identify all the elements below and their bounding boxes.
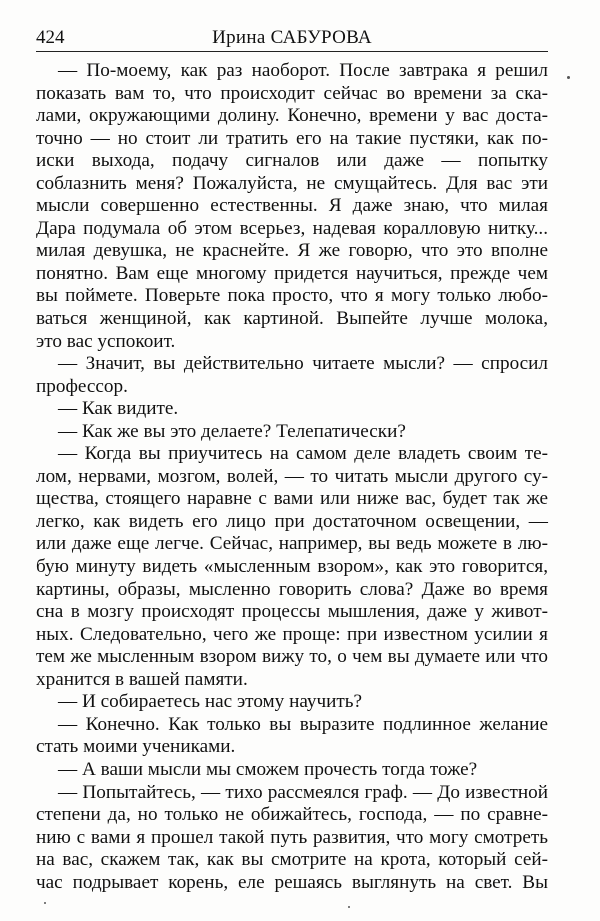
text-line: сна в мозгу происходят процессы мышления, даже у живот- [36, 601, 548, 623]
text-line: понятно. Вам еще многому придется научиться, прежде чем [36, 262, 548, 284]
text-line: щества, стоящего наравне с вами или ниже вас, будет так же [36, 488, 548, 510]
text-line: это вас успокоит. [36, 330, 176, 352]
text-line: нию с вами я прошел такой путь развития, что могу смотреть [36, 826, 548, 848]
scan-speck [44, 902, 46, 904]
text-line: — Как видите. [58, 398, 179, 420]
text-line: стать моими учениками. [36, 736, 236, 758]
text-line: показать вам то, что происходит сейчас во времени за ска- [36, 82, 548, 104]
text-line: милая девушка, не краснейте. Я же говорю, что это вполне [36, 240, 548, 262]
text-line: — А ваши мысли мы сможем прочесть тогда тоже? [58, 758, 478, 780]
text-line: лами, окружающими долину. Конечно, времени у вас доста- [36, 105, 548, 127]
body-text [36, 60, 548, 894]
text-line: — Когда вы приучитесь на самом деле владеть своим те- [58, 443, 548, 465]
text-line: на вас, скажем так, как вы смотрите на крота, который сей- [36, 849, 548, 871]
text-line: хранится в вашей памяти. [36, 668, 248, 690]
text-line: час подрывает корень, еле решаясь выглянуть на свет. Вы [36, 871, 548, 893]
page-number: 424 [36, 27, 65, 48]
text-line: — Значит, вы действительно читаете мысли? — спросил [58, 353, 548, 375]
text-line: соблазнить меня? Пожалуйста, не смущайтесь. Для вас эти [36, 172, 548, 194]
text-line: мысли совершенно естественны. Я даже знаю, что милая [36, 195, 548, 217]
text-line: картины, образы, мысленно говорить слова? Даже во время [36, 578, 548, 600]
text-line: легко, как видеть его лицо при достаточном освещении, — [36, 510, 548, 532]
text-line: точно — но стоит ли тратить его на такие пустяки, как по- [36, 127, 548, 149]
text-line: — По-моему, как раз наоборот. После завтрака я решил [58, 60, 548, 81]
text-line: иски выхода, подачу сигналов или даже — попытку [36, 150, 548, 172]
text-line: лом, нервами, мозгом, волей, — то читать мысли другого су- [36, 465, 548, 487]
scan-speck [567, 76, 570, 79]
text-line: Дара подумала об этом всерьез, надевая коралловую нитку... [36, 217, 548, 239]
running-head: Ирина САБУРОВА [212, 27, 372, 48]
text-line: — И собираетесь нас этому научить? [58, 691, 363, 713]
text-line: бую минуту видеть «мысленным взором», как это говорится, [36, 556, 548, 578]
text-line: профессор. [36, 375, 128, 397]
page-header [36, 26, 548, 52]
text-line: вы поймете. Поверьте пока просто, что я могу только любо- [36, 285, 548, 307]
text-line: — Как же вы это делаете? Телепатически? [58, 420, 406, 442]
text-line: тем же мысленным взором вижу то, о чем вы думаете или что [36, 646, 548, 668]
scan-speck [348, 906, 350, 908]
text-line: степени да, но только не обижайтесь, господа, — по сравне- [36, 804, 548, 826]
text-line: — Попытайтесь, — тихо рассмеялся граф. — До известной [58, 781, 548, 803]
text-line: ных. Следовательно, чего же проще: при известном усилии я [36, 623, 548, 645]
text-line: — Конечно. Как только вы выразите подлинное желание [58, 713, 548, 735]
text-line: или даже еще легче. Сейчас, например, вы ведь можете в лю- [36, 533, 548, 555]
header-rule [36, 51, 548, 52]
text-line: ваться женщиной, как картиной. Выпейте лучше молока, [36, 308, 548, 330]
